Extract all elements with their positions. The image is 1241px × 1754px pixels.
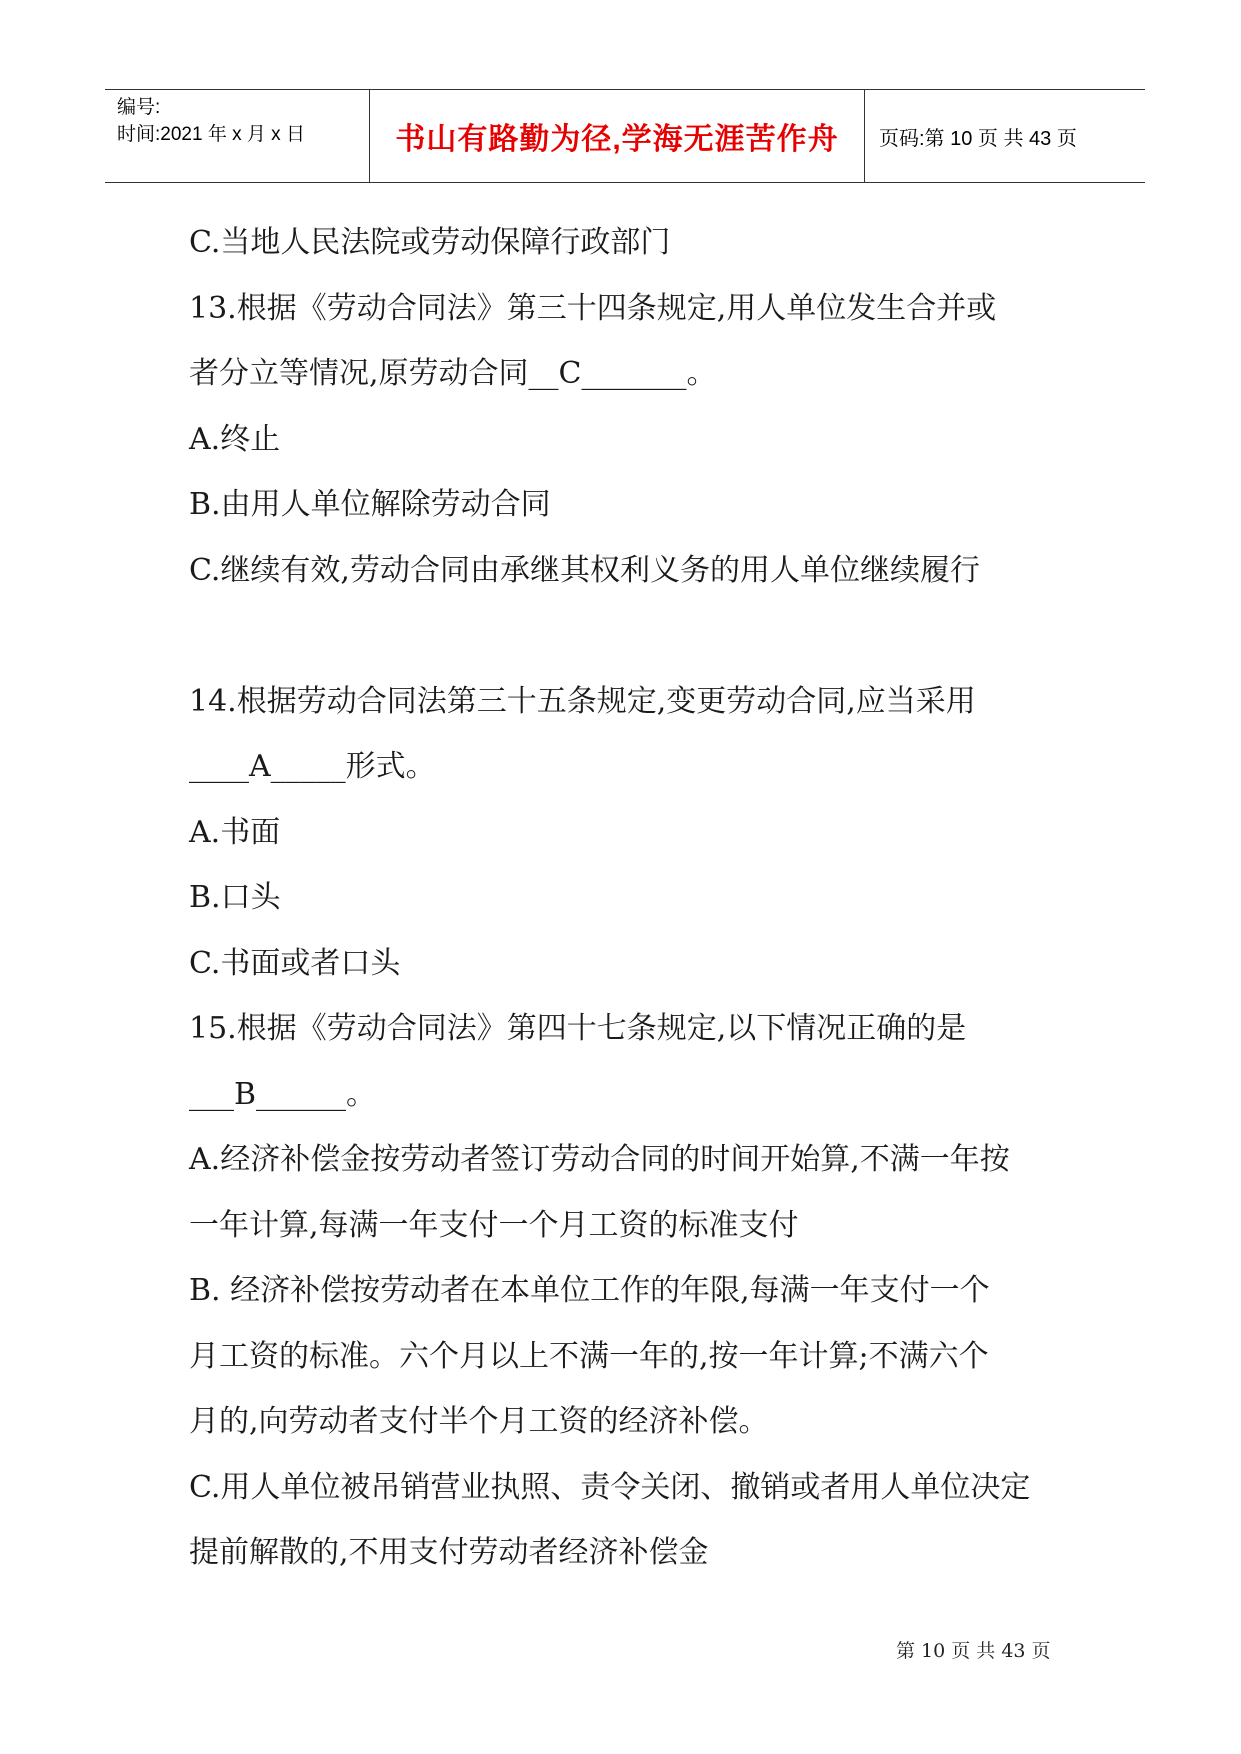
header-info-cell (105, 90, 370, 182)
body-line: B.口头 (189, 880, 281, 915)
document-number-label: 编号: (117, 97, 161, 118)
header-motto: 书山有路勤为径,学海无涯苦作舟 (370, 90, 865, 182)
body-line: B.由用人单位解除劳动合同 (189, 487, 551, 522)
body-line: 者分立等情况,原劳动合同__C_______。 (189, 356, 717, 391)
body-line: C.当地人民法院或劳动保障行政部门 (189, 225, 671, 260)
body-line: 15.根据《劳动合同法》第四十七条规定,以下情况正确的是 (189, 1011, 967, 1046)
body-line: C.继续有效,劳动合同由承继其权利义务的用人单位继续履行 (189, 552, 980, 588)
body-line: A.书面 (189, 814, 281, 850)
body-line: B. 经济补偿按劳动者在本单位工作的年限,每满一年支付一个 (189, 1273, 990, 1308)
body-line: 14.根据劳动合同法第三十五条规定,变更劳动合同,应当采用 (189, 683, 976, 719)
body-line: A.终止 (189, 421, 281, 457)
page-footer: 第 10 页 共 43 页 (896, 1640, 1051, 1662)
body-line: C.用人单位被吊销营业执照、责令关闭、撤销或者用人单位决定 (189, 1469, 1031, 1505)
body-line: 提前解散的,不用支付劳动者经济补偿金 (189, 1535, 709, 1570)
body-line: ___B______。 (189, 1076, 377, 1112)
body-line: 一年计算,每满一年支付一个月工资的标准支付 (189, 1207, 799, 1243)
body-line: 月工资的标准。六个月以上不满一年的,按一年计算;不满六个 (189, 1338, 989, 1374)
body-line: 13.根据《劳动合同法》第三十四条规定,用人单位发生合并或 (189, 290, 997, 326)
body-line: A.经济补偿金按劳动者签订劳动合同的时间开始算,不满一年按 (189, 1142, 1010, 1177)
body-line: C.书面或者口头 (189, 945, 401, 981)
body-line: ____A_____形式。 (189, 749, 436, 784)
body-line: 月的,向劳动者支付半个月工资的经济补偿。 (189, 1404, 769, 1439)
page-header (105, 89, 1145, 183)
header-page-label: 页码:第 10 页 共 43 页 (879, 127, 1077, 150)
document-time-label: 时间:2021 年 x 月 x 日 (117, 124, 305, 145)
body-line (189, 603, 1069, 669)
document-body (189, 210, 1069, 1586)
